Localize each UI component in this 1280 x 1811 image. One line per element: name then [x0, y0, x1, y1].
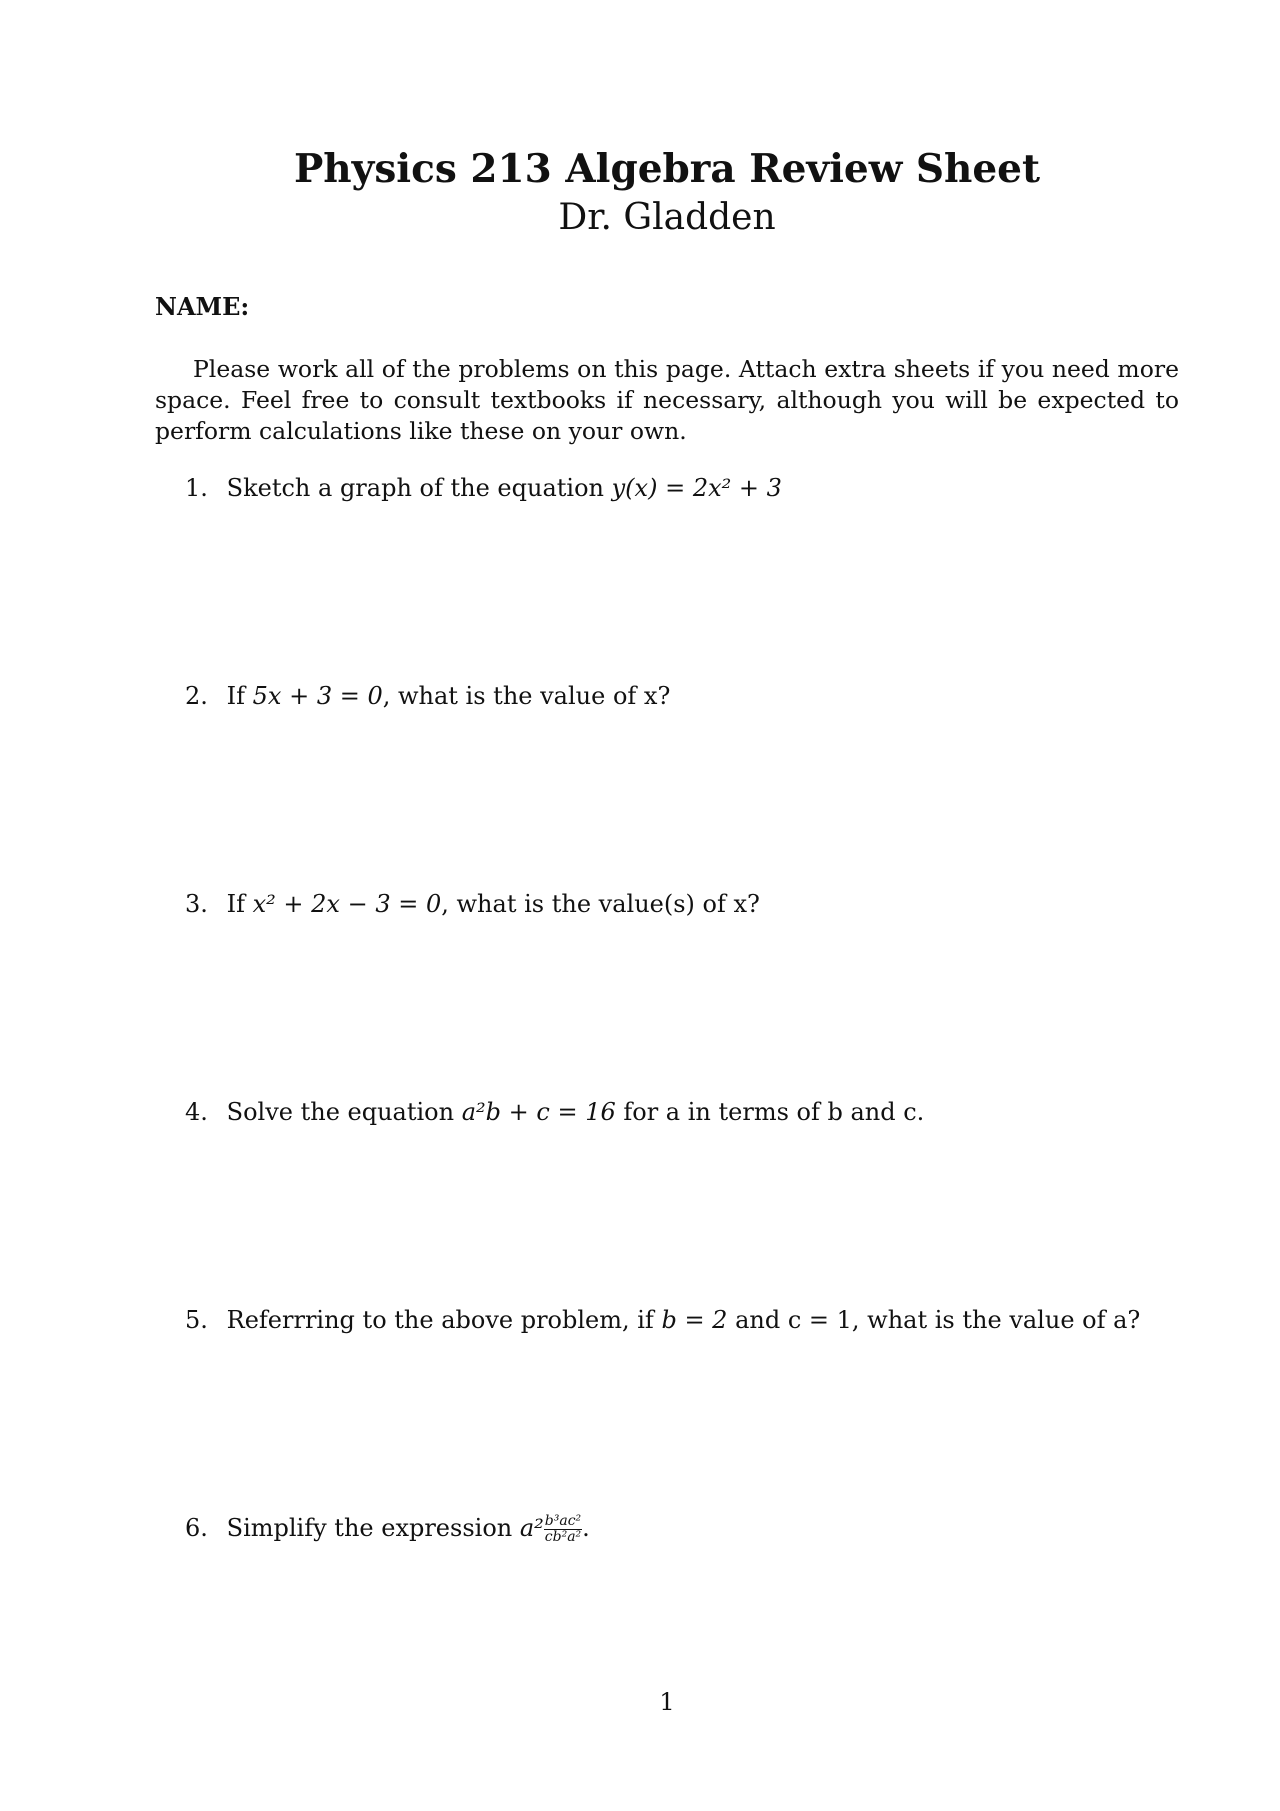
- problem-6: [185, 1513, 1185, 1545]
- problem-tail: and c = 1, what is the value of a?: [727, 1306, 1141, 1334]
- problem-number: 2.: [185, 682, 208, 710]
- problem-tail: , what is the value(s) of x?: [441, 890, 760, 918]
- problem-text: Simplify the expression: [226, 1514, 520, 1542]
- problem-5: [185, 1305, 1185, 1335]
- problem-number: 6.: [185, 1514, 208, 1542]
- problem-tail: .: [582, 1514, 590, 1542]
- instructions-paragraph: Please work all of the problems on this page. Attach extra sheets if you need more space. Feel free to consult textbooks if necessary, although you will be expected to perform calculations like these on your own.: [155, 355, 1179, 445]
- problem-text: If: [226, 682, 253, 710]
- problem-text: Sketch a graph of the equation: [226, 474, 612, 502]
- expression-fraction: [544, 1514, 582, 1545]
- page-title: Physics 213 Algebra Review Sheet: [293, 146, 1041, 192]
- author-name: Dr. Gladden: [558, 197, 776, 238]
- problem-text: Referrring to the above problem, if: [226, 1306, 662, 1334]
- problem-number: 5.: [185, 1306, 208, 1334]
- problem-number: 1.: [185, 474, 208, 502]
- problem-equation: y(x) = 2x² + 3: [611, 474, 782, 502]
- problem-equation: x² + 2x − 3 = 0: [252, 890, 442, 918]
- problem-3: [185, 889, 1185, 919]
- problem-text: Solve the equation: [226, 1098, 462, 1126]
- problem-1: [185, 473, 1185, 503]
- problem-tail: , what is the value of x?: [382, 682, 671, 710]
- problem-equation: a²b + c = 16: [461, 1098, 616, 1126]
- fraction-denominator: cb²a²: [544, 1529, 582, 1545]
- fraction-numerator: b³ac²: [544, 1513, 582, 1529]
- problem-equation: 5x + 3 = 0: [252, 682, 383, 710]
- problem-tail: for a in terms of b and c.: [615, 1098, 925, 1126]
- problem-number: 4.: [185, 1098, 208, 1126]
- name-label: NAME:: [155, 292, 250, 321]
- problem-2: [185, 681, 1185, 711]
- problem-text: If: [226, 890, 253, 918]
- problem-4: [185, 1097, 1185, 1127]
- page-number: 1: [659, 1688, 675, 1716]
- problem-number: 3.: [185, 890, 208, 918]
- problem-equation: a²: [519, 1514, 544, 1542]
- problem-equation: b = 2: [661, 1306, 728, 1334]
